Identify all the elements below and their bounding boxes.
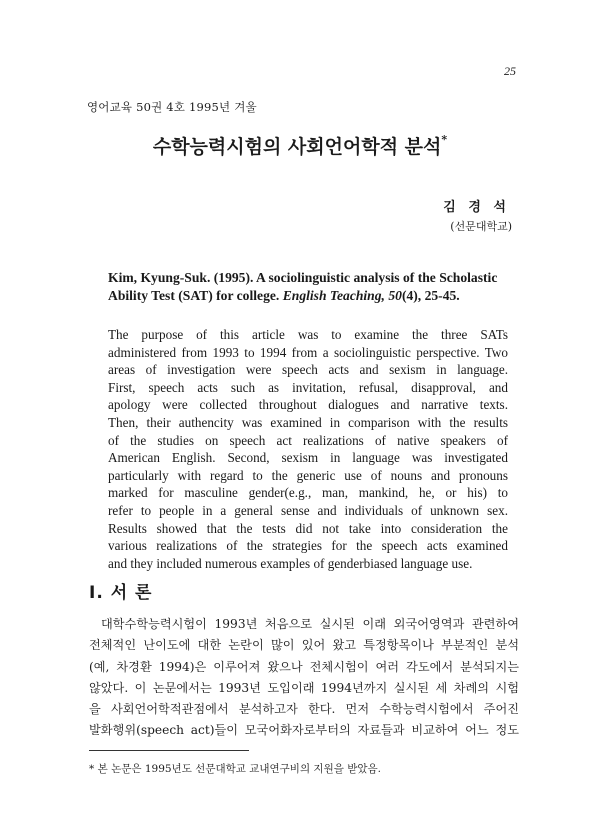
article-title-text: 수학능력시험의 사회언어학적 분석	[152, 136, 442, 158]
footnote: * 본 논문은 1995년도 선문대학교 교내연구비의 지원을 받았음.	[89, 763, 381, 775]
citation-issue-pages: (4), 25-45.	[401, 287, 460, 303]
citation-authors-title: Kim, Kyung-Suk. (1995). A sociolinguistic analysis of the Scholastic Ability Test (SAT) for college.	[108, 270, 498, 303]
body-text	[89, 614, 519, 742]
abstract-line: marked for masculine gender(e.g., man, mankind, he, or his) to	[108, 485, 508, 501]
abstract-line: apology were collected throughout dialogues and narrative texts.	[108, 397, 508, 413]
citation	[108, 269, 508, 304]
body-line: (예, 차경환 1994)은 이루어져 왔으나 전체시험이 여러 각도에서 분석되지는	[89, 659, 519, 674]
journal-issue-line: 영어교육 50권 4호 1995년 겨울	[87, 100, 257, 114]
footnote-divider	[89, 750, 249, 751]
citation-journal: English Teaching, 50	[282, 287, 402, 303]
abstract-line: particularly with regard to the generic use of nouns and pronouns	[108, 467, 508, 483]
title-footnote-mark: *	[441, 133, 448, 146]
abstract-line: of the studies on speech act realizations of native speakers of	[108, 432, 508, 448]
abstract-line: The purpose of this article was to examine the three SATs	[108, 327, 508, 342]
abstract	[108, 326, 508, 572]
abstract-line: Then, their authencity was examined in comparison with the results	[108, 414, 508, 430]
abstract-line: and they included numerous examples of genderbiased language use.	[108, 555, 473, 571]
author-name: 김 경 석	[443, 200, 510, 215]
section-heading-introduction: I. 서 론	[89, 583, 153, 603]
article-title	[0, 132, 600, 159]
body-line: 을 사회언어학적관점에서 분석하고자 한다. 먼저 수학능력시험에서 주어진	[89, 702, 519, 717]
abstract-line: Results showed that the tests did not take into consideration the	[108, 520, 508, 536]
abstract-line: administered from 1993 to 1994 from a sociolinguistic perspective. Two	[108, 344, 508, 360]
abstract-line: areas of investigation were speech acts and sexism in language.	[108, 362, 508, 378]
abstract-line: various realizations of the strategies for the speech acts examined	[108, 538, 508, 554]
abstract-line: refer to people in a general sense and individuals of unknown sex.	[108, 502, 508, 518]
author-affiliation: (선문대학교)	[450, 220, 512, 233]
body-line: 대학수학능력시험이 1993년 처음으로 실시된 이래 외국어영역과 관련하여	[101, 617, 519, 631]
page-number: 25	[504, 64, 516, 78]
body-line: 전체적인 난이도에 대한 논란이 많이 있어 왔고 특정항목이나 부분적인 분석	[89, 638, 519, 653]
body-line: 발화행위(speech act)들이 모국어화자로부터의 자료들과 비교하여 어느 정도	[89, 723, 519, 738]
abstract-line: First, speech acts such as invitation, refusal, disapproval, and	[108, 379, 508, 395]
abstract-line: American English. Second, sexism in language was investigated	[108, 450, 508, 466]
body-line: 않았다. 이 논문에서는 1993년 도입이래 1994년까지 실시된 세 차례의 시험	[89, 680, 519, 695]
